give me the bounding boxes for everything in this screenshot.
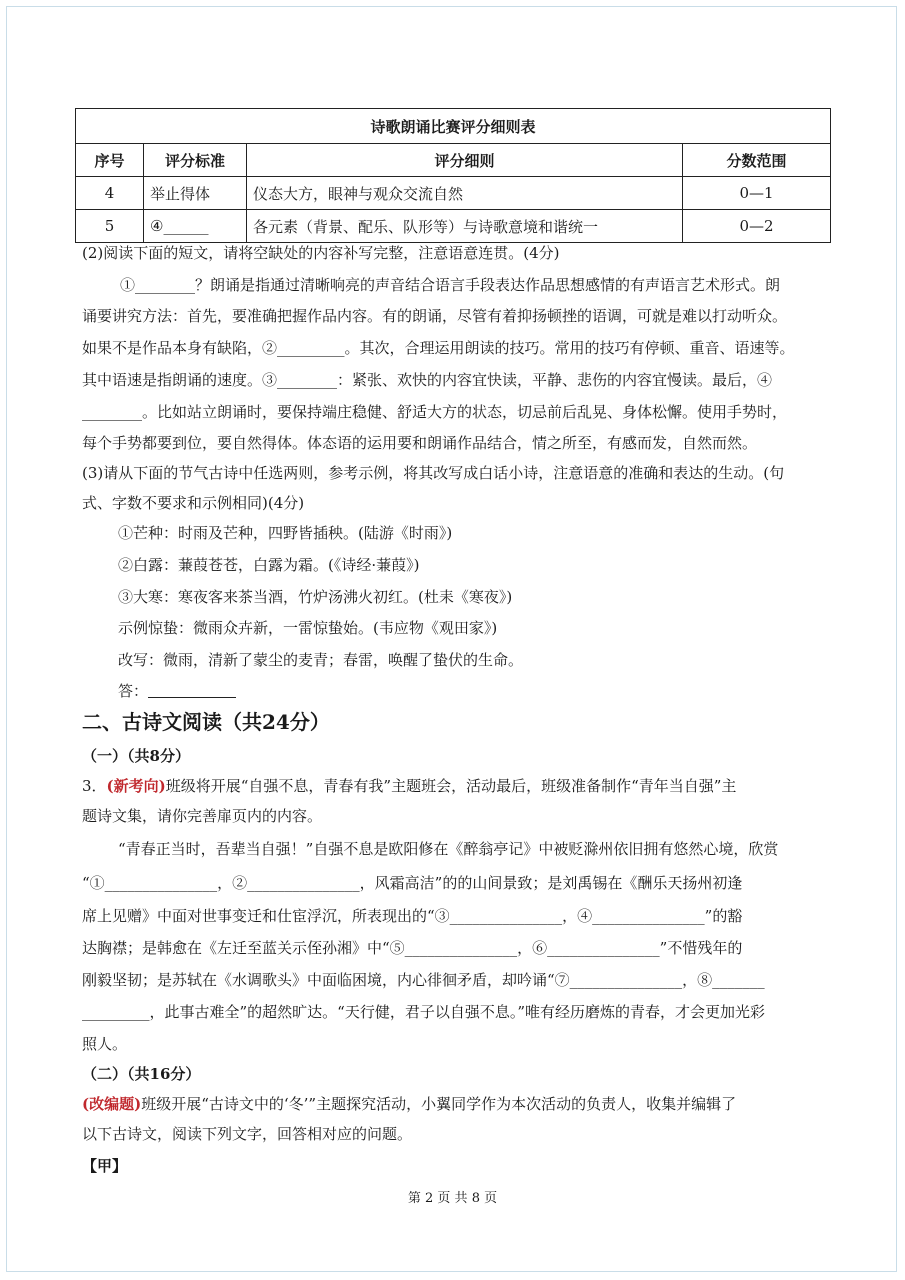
table-cell: ④______ — [144, 210, 247, 243]
table-header: 分数范围 — [683, 144, 831, 177]
q3-instruction: (3)请从下面的节气古诗中任选两则，参考示例，将其改写成白话小诗，注意语意的准确和表达的生动。(句 — [82, 464, 785, 482]
passage-line: 刚毅坚韧；是苏轼在《水调歌头》中面临困境，内心徘徊矛盾，却吟诵“⑦_______________，⑧_______ — [82, 971, 765, 989]
passage-line: 如果不是作品本身有缺陷，②_________。其次，合理运用朗读的技巧。常用的技巧有停顿、重音、语速等。 — [82, 339, 795, 357]
passage-line: ________。比如站立朗诵时，要保持端庄稳健、舒适大方的状态，切忌前后乱晃、身体松懈。使用手势时， — [82, 403, 788, 421]
table-cell: 0—1 — [683, 177, 831, 210]
section-title: 二、古诗文阅读（共24分） — [82, 710, 330, 734]
passage-label: 【甲】 — [82, 1157, 128, 1175]
q3-instruction: 式、字数不要求和示例相同)(4分) — [82, 494, 305, 512]
table-cell: 5 — [76, 210, 144, 243]
question-3 — [82, 776, 832, 796]
question-tag: (新考向) — [106, 777, 166, 795]
poem-item: 改写：微雨，清新了蒙尘的麦青；春雷，唤醒了蛰伏的生命。 — [118, 651, 524, 669]
passage-line: 照人。 — [82, 1035, 128, 1053]
poem-item: 示例惊蛰：微雨众卉新，一雷惊蛰始。(韦应物《观田家》) — [118, 619, 498, 637]
table-row — [76, 210, 831, 243]
table-header: 评分细则 — [247, 144, 683, 177]
question-text: 以下古诗文，阅读下列文字，回答相对应的问题。 — [82, 1125, 413, 1143]
part-title: （一）（共8分） — [82, 747, 190, 765]
answer-label: 答： — [118, 682, 149, 700]
poem-item: ③大寒：寒夜客来茶当酒，竹炉汤沸火初红。(杜耒《寒夜》) — [118, 588, 513, 606]
table-cell: 0—2 — [683, 210, 831, 243]
table-row — [76, 177, 831, 210]
scoring-table — [75, 108, 831, 243]
passage-line: “①_______________，②_______________，风霜高洁”的的山间景致；是刘禹锡在《酬乐天扬州初逢 — [82, 874, 743, 892]
answer-line — [118, 681, 868, 701]
question-text: 题诗文集，请你完善扉页内的内容。 — [82, 807, 323, 825]
table-cell: 各元素（背景、配乐、队形等）与诗歌意境和谐统一 — [247, 210, 683, 243]
table-header: 评分标准 — [144, 144, 247, 177]
passage-line: _________，此事古难全”的超然旷达。“天行健，君子以自强不息。”唯有经历磨炼的青春，才会更加光彩 — [82, 1003, 766, 1021]
table-cell: 4 — [76, 177, 144, 210]
passage-line: 每个手势都要到位，要自然得体。体态语的运用要和朗诵作品结合，情之所至，有感而发，自然而然。 — [82, 434, 758, 452]
question-text: 班级将开展“自强不息，青春有我”主题班会，活动最后，班级准备制作“青年当自强”主 — [165, 777, 737, 795]
passage-line: 其中语速是指朗诵的速度。③________：紧张、欢快的内容宜快读，平静、悲伤的内容宜慢读。最后，④ — [82, 371, 773, 389]
question-text: 班级开展“古诗文中的‘冬’”主题探究活动，小翼同学作为本次活动的负责人，收集并编辑了 — [141, 1095, 737, 1113]
poem-item: ②白露：蒹葭苍苍，白露为霜。(《诗经·蒹葭》) — [118, 556, 420, 574]
part-title: （二）（共16分） — [82, 1065, 201, 1083]
question-number: 3． — [82, 777, 107, 795]
table-header: 序号 — [76, 144, 144, 177]
table-cell: 仪态大方，眼神与观众交流自然 — [247, 177, 683, 210]
table-cell: 举止得体 — [144, 177, 247, 210]
passage-line: 达胸襟；是韩愈在《左迁至蓝关示侄孙湘》中“⑤_______________，⑥_______________”不惜残年的 — [82, 939, 743, 957]
passage-line: 诵要讲究方法：首先，要准确把握作品内容。有的朗诵，尽管有着抑扬顿挫的语调，可就是难以打动听众。 — [82, 307, 788, 325]
passage-line: ①________？朗诵是指通过清晰响亮的声音结合语言手段表达作品思想感情的有声语言艺术形式。朗 — [120, 276, 781, 294]
page-footer: 第 2 页 共 8 页 — [407, 1191, 498, 1206]
answer-blank[interactable] — [148, 683, 236, 698]
question-tag: (改编题) — [82, 1095, 142, 1113]
table-title: 诗歌朗诵比赛评分细则表 — [76, 109, 831, 144]
q2-instruction: (2)阅读下面的短文，请将空缺处的内容补写完整，注意语意连贯。(4分) — [82, 244, 560, 262]
part2-intro — [82, 1094, 832, 1114]
passage-line: 席上见赠》中面对世事变迁和仕宦浮沉，所表现出的“③_______________，④_______________”的豁 — [82, 907, 743, 925]
poem-item: ①芒种：时雨及芒种，四野皆插秧。(陆游《时雨》) — [118, 524, 453, 542]
passage-line: “青春正当时，吾辈当自强！”自强不息是欧阳修在《醉翁亭记》中被贬滁州依旧拥有悠然心境，欣赏 — [118, 840, 779, 858]
